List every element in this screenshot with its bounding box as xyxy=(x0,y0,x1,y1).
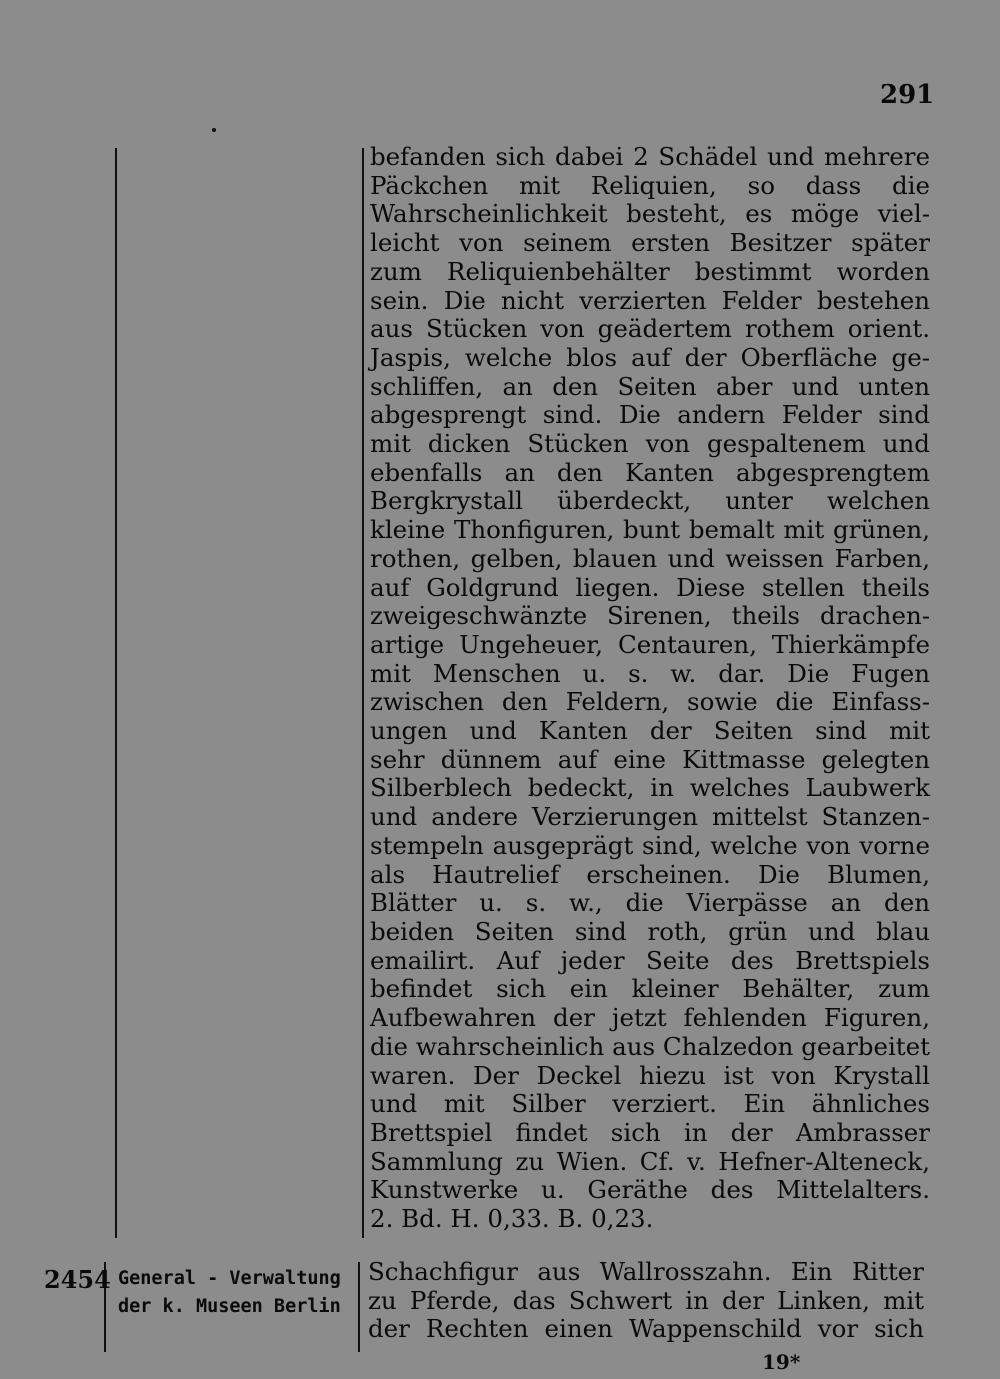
text-line: stempeln ausgeprägt sind, welche von vorne xyxy=(370,830,930,860)
text-line: Päckchen mit Reliquien, so dass die xyxy=(370,170,930,200)
text-line: schliffen, an den Seiten aber und unten xyxy=(370,371,930,401)
text-line: sein. Die nicht verzierten Felder bestehen xyxy=(370,285,930,315)
text-line: Jaspis, welche blos auf der Oberfläche ge- xyxy=(370,342,930,372)
page-number: 291 xyxy=(880,80,935,110)
lender-name xyxy=(118,1265,358,1321)
text-line: Wahrscheinlichkeit besteht, es möge viel- xyxy=(370,199,930,229)
text-line: Silberblech bedeckt, in welches Laubwerk xyxy=(370,773,930,803)
text-line: zum Reliquienbehälter bestimmt worden xyxy=(370,256,930,286)
text-line: zwischen den Feldern, sowie die Einfass- xyxy=(370,687,930,717)
lender-line: der k. Museen Berlin xyxy=(118,1296,341,1317)
signature-mark: 19* xyxy=(762,1350,801,1374)
entry-description xyxy=(368,1258,924,1344)
text-line: emailirt. Auf jeder Seite des Brettspiels xyxy=(370,945,930,975)
text-line: Schachfigur aus Wallrosszahn. Ein Ritter xyxy=(368,1257,924,1286)
text-line: 2. Bd. H. 0,33. B. 0,23. xyxy=(370,1204,654,1234)
text-line: sehr dünnem auf eine Kittmasse gelegten xyxy=(370,744,930,774)
text-line: befanden sich dabei 2 Schädel und mehrere xyxy=(370,142,930,171)
text-line: ungen und Kanten der Seiten sind mit xyxy=(370,716,930,746)
column-rule-left xyxy=(115,148,117,1238)
text-line: aus Stücken von geädertem rothem orient. xyxy=(370,314,930,344)
text-line: der Rechten einen Wappenschild vor sich xyxy=(368,1314,924,1344)
text-line: auf Goldgrund liegen. Diese stellen theils xyxy=(370,572,930,602)
text-line: Aufbewahren der jetzt fehlenden Figuren, xyxy=(370,1003,930,1033)
text-line: artige Ungeheuer, Centauren, Thierkämpfe xyxy=(370,629,930,659)
lender-line: General - Verwaltung xyxy=(118,1268,341,1289)
stray-mark xyxy=(212,128,216,132)
text-line: Sammlung zu Wien. Cf. v. Hefner-Alteneck, xyxy=(370,1146,930,1176)
column-rule-middle-entry xyxy=(358,1262,360,1352)
text-line: mit Menschen u. s. w. dar. Die Fugen xyxy=(370,658,930,688)
text-line: Kunstwerke u. Geräthe des Mittelalters. xyxy=(370,1175,930,1205)
text-line: zu Pferde, das Schwert in der Linken, mit xyxy=(368,1285,924,1315)
text-line: befindet sich ein kleiner Behälter, zum xyxy=(370,974,930,1004)
text-line: waren. Der Deckel hiezu ist von Krystall xyxy=(370,1060,930,1090)
text-line: kleine Thonfiguren, bunt bemalt mit grünen, xyxy=(370,515,930,545)
text-line: ebenfalls an den Kanten abgesprengtem xyxy=(370,457,930,487)
text-line: Bergkrystall überdeckt, unter welchen xyxy=(370,486,930,516)
text-line: rothen, gelben, blauen und weissen Farben, xyxy=(370,543,930,573)
text-line: und mit Silber verziert. Ein ähnliches xyxy=(370,1089,930,1119)
entry-number: 2454 xyxy=(44,1265,111,1294)
text-line: und andere Verzierungen mittelst Stanzen- xyxy=(370,802,930,832)
text-line: als Hautrelief erscheinen. Die Blumen, xyxy=(370,859,930,889)
text-line: leicht von seinem ersten Besitzer später xyxy=(370,228,930,258)
text-line: beiden Seiten sind roth, grün und blau xyxy=(370,916,930,946)
text-line: mit dicken Stücken von gespaltenem und xyxy=(370,429,930,459)
text-line: abgesprengt sind. Die andern Felder sind xyxy=(370,400,930,430)
text-line: die wahrscheinlich aus Chalzedon gearbeitet xyxy=(370,1031,930,1061)
continued-description xyxy=(370,143,930,1234)
column-rule-middle xyxy=(362,148,364,1238)
text-line: Brettspiel findet sich in der Ambrasser xyxy=(370,1117,930,1147)
text-line: zweigeschwänzte Sirenen, theils drachen- xyxy=(370,601,930,631)
text-line: Blätter u. s. w., die Vierpässe an den xyxy=(370,888,930,918)
